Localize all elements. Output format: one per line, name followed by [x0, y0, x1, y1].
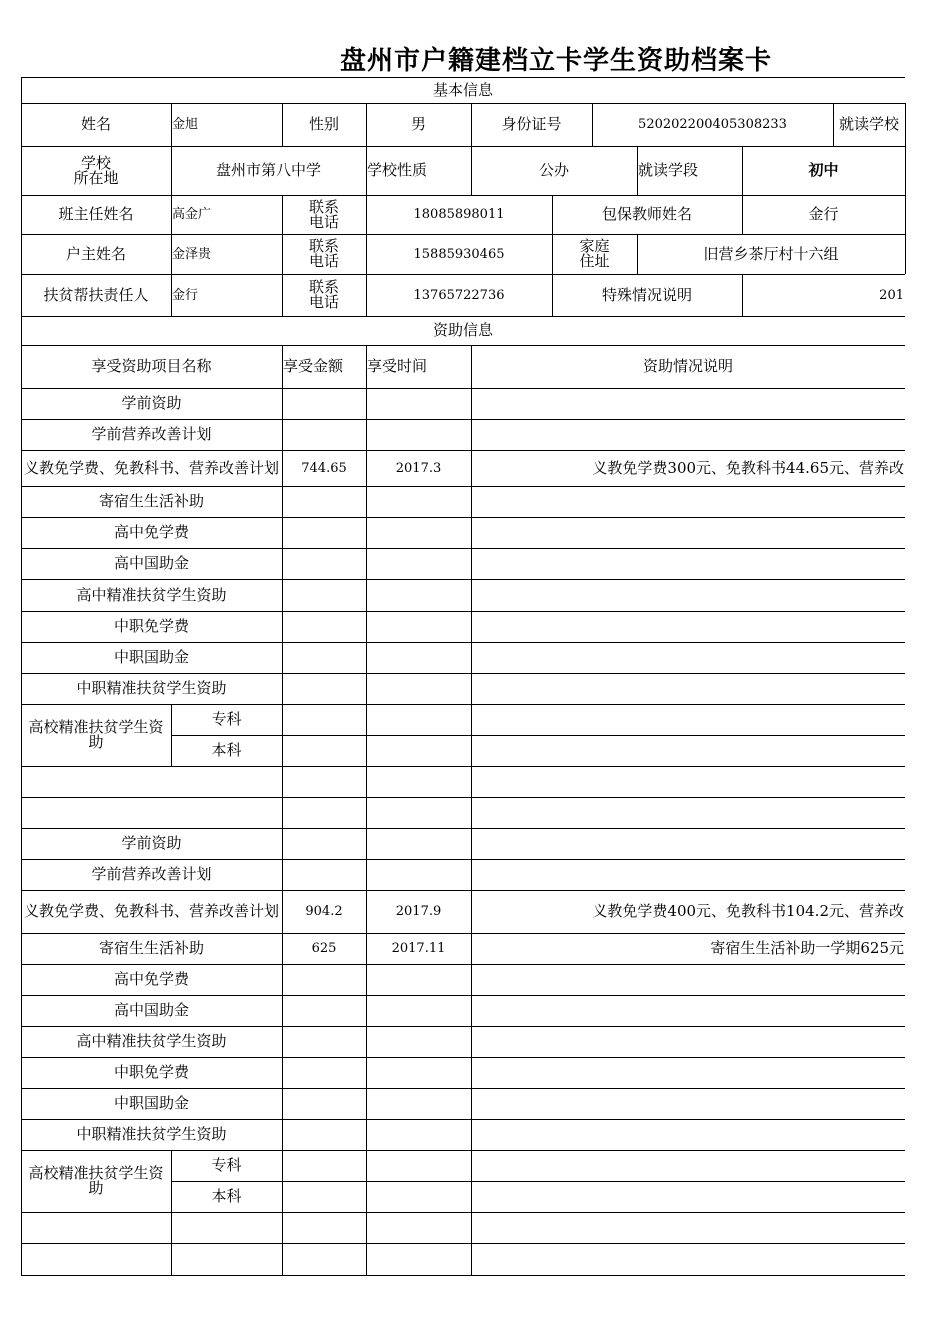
aid-item-amount	[282, 828, 366, 859]
aid-item-name: 学前营养改善计划	[91, 425, 212, 443]
aid-item-amount	[282, 419, 366, 450]
grid-line	[366, 1212, 367, 1275]
aid-item-desc	[471, 517, 905, 548]
teacher-phone-value: 18085898011	[413, 207, 505, 222]
aid-item-time	[366, 517, 471, 548]
stage-value: 初中	[808, 161, 839, 179]
aid-header-project: 享受资助项目名称	[91, 357, 212, 375]
aid-item-name: 寄宿生生活补助	[98, 492, 204, 510]
grid-line	[366, 766, 367, 828]
aid-item-amount: 904.2	[305, 904, 343, 919]
name-label: 姓名	[80, 115, 111, 133]
location-value: 盘州市第八中学	[215, 161, 321, 179]
aid-item-amount	[282, 1088, 366, 1119]
teacher-value: 高金广	[172, 207, 212, 222]
aid-item-name: 高中国助金	[113, 1001, 189, 1019]
grid-line	[471, 766, 472, 828]
aid-item-time: 2017.9	[395, 904, 442, 919]
aid-item-desc	[471, 388, 905, 419]
aid-item-desc	[471, 642, 905, 673]
aid-item-time	[366, 859, 471, 890]
aid-item-name: 中职精准扶贫学生资助	[76, 1125, 227, 1143]
aid-item-name: 义教免学费、免教科书、营养改善计划	[23, 458, 279, 477]
aid-item-time: 2017.3	[395, 460, 442, 476]
aid-item-amount: 625	[311, 941, 337, 956]
grid-line	[366, 704, 367, 766]
aid-item-time	[366, 964, 471, 995]
aid-item-time	[366, 419, 471, 450]
aid-item-desc	[471, 419, 905, 450]
grid-line	[471, 704, 472, 766]
aid-item-amount: 744.65	[301, 460, 347, 476]
aid-item-name: 高中精准扶贫学生资助	[76, 585, 227, 604]
special-value: 201	[879, 287, 904, 303]
aid-header-desc: 资助情况说明	[642, 357, 733, 375]
mentor-label: 包保教师姓名	[601, 205, 692, 223]
aid-item-desc	[471, 1088, 905, 1119]
aid-item-time	[366, 1119, 471, 1150]
college-sub-zhuanke: 专科	[211, 1156, 242, 1174]
college-aid-label: 高校精准扶贫学生资助	[28, 1164, 164, 1197]
mentor-value: 金行	[808, 205, 839, 223]
nature-value: 公办	[538, 161, 569, 179]
aid-item-desc	[471, 1026, 905, 1057]
aid-item-time: 2017.11	[391, 941, 446, 956]
aid-item-name: 义教免学费、免教科书、营养改善计划	[23, 902, 279, 920]
id-value: 520202200405308233	[638, 117, 787, 132]
aid-item-amount	[282, 579, 366, 611]
aid-item-desc	[471, 964, 905, 995]
aid-item-amount	[282, 964, 366, 995]
responsible-value: 金行	[172, 287, 199, 303]
aid-item-desc: 寄宿生生活补助一学期625元	[710, 939, 904, 957]
aid-item-name: 高中国助金	[113, 554, 189, 572]
address-label: 家庭 住址	[579, 237, 610, 270]
grid-line	[282, 704, 283, 766]
aid-item-name: 学前资助	[121, 394, 182, 412]
aid-item-amount	[282, 673, 366, 704]
school-label: 就读学校	[838, 115, 899, 133]
aid-item-time	[366, 486, 471, 517]
aid-item-desc	[471, 579, 905, 611]
gender-label: 性别	[308, 115, 339, 133]
aid-item-desc	[471, 611, 905, 642]
stage-label: 就读学段	[638, 161, 699, 179]
aid-item-time	[366, 611, 471, 642]
grid-line	[21, 1243, 905, 1244]
aid-item-desc	[471, 486, 905, 517]
location-label: 学校 所在地	[73, 153, 119, 187]
grid-line	[282, 1212, 283, 1275]
aid-item-desc	[471, 1119, 905, 1150]
grid-line	[471, 1212, 472, 1275]
aid-item-time	[366, 579, 471, 611]
aid-item-time	[366, 995, 471, 1026]
aid-item-name: 中职免学费	[113, 1063, 189, 1081]
grid-line	[21, 797, 905, 798]
aid-item-amount	[282, 517, 366, 548]
section-aid-info: 资助信息	[432, 321, 493, 339]
aid-item-name: 学前资助	[121, 834, 182, 852]
responsible-phone-value: 13765722736	[413, 287, 505, 303]
aid-item-desc	[471, 995, 905, 1026]
household-label: 户主姓名	[65, 244, 126, 263]
aid-item-amount	[282, 1026, 366, 1057]
nature-label: 学校性质	[367, 161, 428, 179]
section-basic-info: 基本信息	[432, 80, 493, 99]
aid-item-time	[366, 388, 471, 419]
college-sub-zhuanke: 专科	[211, 710, 242, 728]
aid-item-desc	[471, 1057, 905, 1088]
aid-item-name: 中职国助金	[113, 1094, 189, 1112]
aid-item-name: 寄宿生生活补助	[98, 939, 204, 957]
aid-item-amount	[282, 642, 366, 673]
household-phone-label: 联系 电话	[308, 237, 339, 270]
aid-item-amount	[282, 548, 366, 579]
grid-line	[282, 766, 283, 828]
gender-value: 男	[410, 115, 426, 133]
aid-item-name: 学前营养改善计划	[91, 865, 212, 883]
grid-line	[21, 1212, 905, 1213]
id-label: 身份证号	[501, 115, 562, 133]
aid-item-desc: 义教免学费300元、免教科书44.65元、营养改	[592, 458, 904, 477]
aid-item-amount	[282, 1119, 366, 1150]
aid-header-amount: 享受金额	[283, 357, 344, 375]
grid-line	[905, 146, 906, 195]
household-phone-value: 15885930465	[413, 246, 505, 262]
aid-item-amount	[282, 611, 366, 642]
aid-item-time	[366, 642, 471, 673]
aid-item-desc	[471, 859, 905, 890]
aid-item-name: 高中免学费	[113, 970, 189, 988]
grid-line	[905, 234, 906, 274]
special-label: 特殊情况说明	[601, 285, 692, 304]
aid-item-time	[366, 1057, 471, 1088]
responsible-phone-label: 联系 电话	[308, 278, 339, 311]
grid-line	[905, 195, 906, 234]
grid-line	[366, 1150, 367, 1212]
aid-item-amount	[282, 486, 366, 517]
aid-item-time	[366, 828, 471, 859]
teacher-label: 班主任姓名	[58, 205, 134, 223]
aid-item-time	[366, 1088, 471, 1119]
aid-item-amount	[282, 388, 366, 419]
name-value: 金旭	[172, 117, 199, 132]
aid-item-time	[366, 673, 471, 704]
teacher-phone-label: 联系 电话	[308, 197, 339, 231]
aid-item-name: 中职国助金	[113, 648, 189, 666]
grid-line	[21, 1275, 905, 1276]
grid-line	[282, 1150, 283, 1212]
aid-item-name: 高中精准扶贫学生资助	[76, 1032, 227, 1050]
aid-item-time	[366, 548, 471, 579]
page-title: 盘州市户籍建档立卡学生资助档案卡	[340, 46, 773, 76]
responsible-label: 扶贫帮扶责任人	[43, 285, 149, 304]
aid-item-time	[366, 1026, 471, 1057]
grid-line	[171, 1212, 172, 1275]
aid-item-name: 高中免学费	[113, 523, 189, 541]
aid-item-name: 中职精准扶贫学生资助	[76, 679, 227, 697]
aid-item-desc	[471, 828, 905, 859]
aid-item-desc: 义教免学费400元、免教科书104.2元、营养改	[592, 902, 904, 920]
college-sub-benke: 本科	[211, 1187, 242, 1205]
grid-line	[905, 103, 906, 146]
grid-line	[471, 1150, 472, 1212]
household-value: 金泽贵	[172, 246, 212, 262]
aid-item-desc	[471, 673, 905, 704]
aid-item-name: 中职免学费	[113, 617, 189, 635]
aid-item-amount	[282, 1057, 366, 1088]
aid-item-desc	[471, 548, 905, 579]
college-aid-label: 高校精准扶贫学生资助	[28, 718, 164, 751]
aid-item-amount	[282, 859, 366, 890]
grid-line	[21, 766, 905, 767]
address-value: 旧营乡茶厅村十六组	[703, 244, 839, 263]
college-sub-benke: 本科	[211, 741, 242, 759]
aid-header-time: 享受时间	[367, 357, 428, 375]
aid-item-amount	[282, 995, 366, 1026]
